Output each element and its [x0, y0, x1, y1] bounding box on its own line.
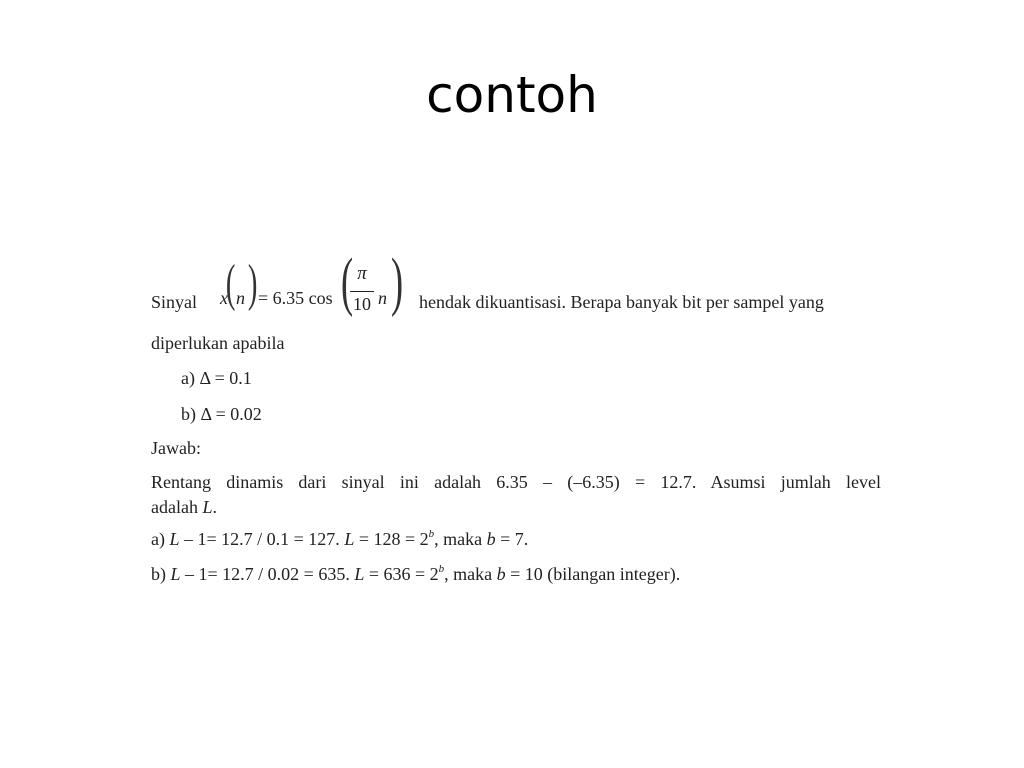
answer-b-p4: = 10 (bilangan integer).	[510, 564, 681, 584]
answer-b-L2: L	[354, 564, 365, 584]
answer-a-p3: , maka	[434, 529, 483, 549]
formula-paren-open: (	[225, 255, 236, 312]
formula-equals: = 6.35 cos	[258, 288, 333, 308]
formula-x: x	[220, 288, 229, 308]
problem-lead: Sinyal	[151, 292, 198, 312]
problem-statement-line	[151, 245, 824, 318]
problem-cont: diperlukan apabila	[151, 333, 285, 353]
answer-a-p4: = 7.	[500, 529, 529, 549]
formula-bigparen-close: )	[390, 245, 404, 318]
fraction-denominator: 10	[353, 294, 372, 314]
answer-a-exp: b	[428, 528, 435, 540]
fraction-numerator: π	[357, 263, 367, 284]
range-line2-end: .	[212, 497, 217, 517]
answer-label: Jawab:	[151, 438, 201, 458]
answer-b-b: b	[496, 564, 506, 584]
answer-b-p3: , maka	[444, 564, 493, 584]
formula-n: n	[236, 288, 246, 308]
answer-a-L1: L	[169, 529, 180, 549]
answer-b-prefix: b)	[151, 564, 166, 584]
fraction-bar	[350, 291, 374, 292]
answer-b-p2: = 636 = 2	[368, 564, 439, 584]
range-line1: Rentang dinamis dari sinyal ini adalah 6.35 – (–6.35) = 12.7. Asumsi jumlah level	[151, 472, 881, 492]
formula-paren-close: )	[247, 255, 258, 312]
answer-a-p1: – 1= 12.7 / 0.1 = 127.	[184, 529, 340, 549]
answer-a	[151, 529, 528, 550]
range-line2	[151, 497, 217, 518]
formula-n2: n	[378, 288, 388, 308]
answer-b-exp: b	[438, 563, 445, 575]
problem-after: hendak dikuantisasi. Berapa banyak bit per sampel yang	[419, 292, 824, 312]
answer-a-b: b	[486, 529, 496, 549]
signal-formula	[220, 245, 404, 318]
item-b: b) Δ = 0.02	[181, 404, 262, 424]
answer-b-p1: – 1= 12.7 / 0.02 = 635.	[185, 564, 350, 584]
answer-b	[151, 564, 680, 585]
answer-a-L2: L	[344, 529, 355, 549]
answer-b-L1: L	[170, 564, 181, 584]
range-line2-var: L	[202, 497, 213, 517]
item-a: a) Δ = 0.1	[181, 368, 252, 388]
answer-a-p2: = 128 = 2	[358, 529, 429, 549]
slide-title: contoh	[426, 66, 598, 124]
formula-bigparen-open: (	[340, 245, 354, 318]
range-line2-text: adalah	[151, 497, 198, 517]
answer-a-prefix: a)	[151, 529, 165, 549]
